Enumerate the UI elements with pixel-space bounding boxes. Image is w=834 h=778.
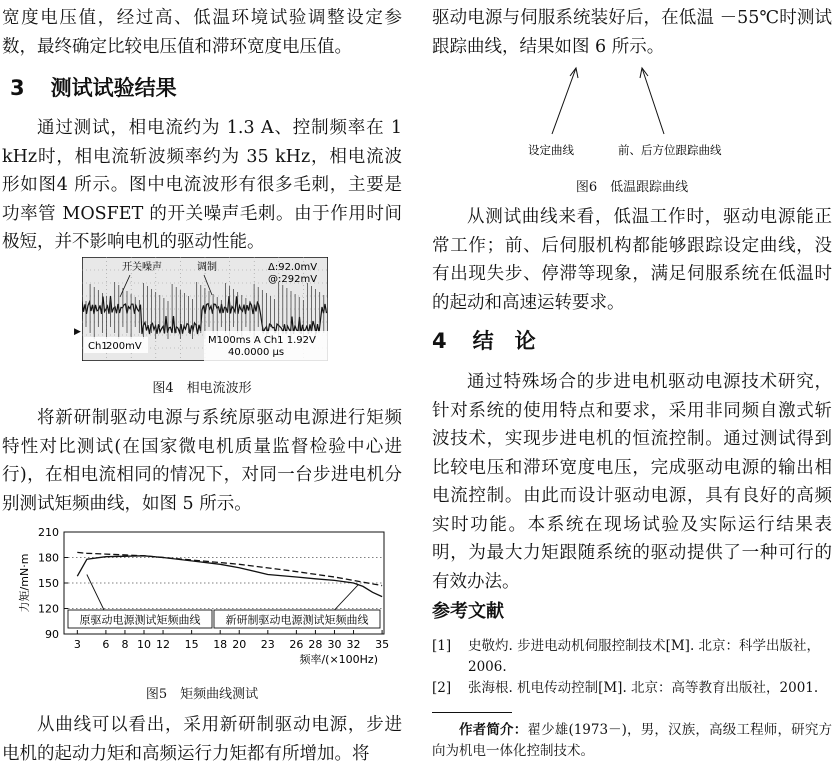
arrow-tracking-icon [642, 68, 664, 134]
y-tick-label: 90 [45, 628, 59, 641]
fig6-figure [432, 62, 832, 162]
reference-item [432, 636, 832, 678]
footnote-rule [432, 712, 512, 713]
position-readout: 40.0000 μs [228, 347, 285, 358]
results-paragraph: 通过测试，相电流约为 1.3 A、控制频率在 1 kHz时，相电流斩波频率约为 35 kHz，相电流波形如图4 所示。图中电流波形有很多毛刺，主要是功率管 MOSFET 的开关噪声毛刺。由于作用时间极短，并不影响电机的驱动性能。 [2, 118, 402, 252]
reference-text: 张海根. 机电传动控制[M]. 北京：高等教育出版社，2001. [468, 680, 819, 696]
tracking-label: 前、后方位跟踪曲线 [618, 143, 722, 157]
conclusion-paragraph: 通过特殊场合的步进电机驱动电源技术研究，针对系统的使用特点和要求，采用非同频自激式斩波技术，实现步进电机的恒流控制。通过测试得到比较电压和滞环宽度电压，完成驱动电源的输出相电流控制。由此而设计驱动电源，具有良好的高频实时功能。本系统在现场试验及实际运行结果表明，为最大力矩跟随系统的驱动提供了一种可行的有效办法。 [432, 372, 832, 592]
section-title: 测试试验结果 [50, 76, 177, 100]
legend-leader-line [87, 575, 104, 611]
analysis-paragraph: 从测试曲线来看，低温工作时，驱动电源能正常工作；前、后伺服机构都能够跟踪设定曲线，没有出现失步、停滞等现象，满足伺服系统在低温时的起动和高速运转要求。 [432, 207, 832, 313]
x-tick-label: 26 [289, 638, 304, 651]
legend-label: 原驱动电源测试矩频曲线 [79, 613, 201, 627]
author-label: 作者简介： [459, 722, 528, 738]
arrow-setpoint-icon [552, 68, 576, 134]
x-tick-label: 3 [73, 638, 81, 651]
author-text: 翟少雄(1973－)，男，汉族，高级工程师，研究方向为机电一体化控制技术。 [432, 722, 833, 759]
reference-item [432, 678, 832, 699]
y-tick-label: 120 [38, 602, 59, 616]
reference-number: [1] [432, 638, 452, 654]
ch1-scale: 200mV [106, 341, 142, 352]
fig6-caption: 图6 低温跟踪曲线 [575, 180, 689, 195]
lowtemp-paragraph: 驱动电源与伺服系统装好后，在低温 －55℃时测试跟踪曲线，结果如图 6 所示。 [432, 8, 832, 57]
mod-label: 调制 [197, 262, 217, 273]
intro-paragraph: 宽度电压值，经过高、低温环境试验调整设定参数，最终确定比较电压值和滞环宽度电压值。 [2, 8, 402, 57]
reference-number: [2] [432, 680, 452, 696]
section-number: 4 [432, 329, 447, 353]
references-list [432, 636, 832, 699]
y-axis-label: 力矩/mN·m [18, 553, 31, 613]
fig4-scope-svg [82, 257, 328, 361]
ch1-label: Ch1 [88, 341, 108, 352]
x-axis-label: 频率/(×100Hz) [299, 653, 378, 666]
trigger-marker-icon: ▶ [74, 327, 81, 337]
x-tick-label: 8 [121, 638, 129, 651]
author-note [432, 720, 832, 762]
x-tick-label: 6 [102, 638, 110, 651]
x-tick-label: 28 [308, 638, 323, 651]
setpoint-label: 设定曲线 [528, 143, 574, 157]
y-tick-label: 210 [38, 526, 59, 539]
x-tick-label: 35 [375, 638, 390, 651]
reference-text: 史敬灼. 步进电动机伺服控制技术[M]. 北京：科学出版社，2006. [468, 638, 821, 675]
section3-heading [10, 72, 177, 102]
x-tick-label: 20 [232, 638, 247, 651]
x-tick-label: 32 [346, 638, 361, 651]
y-tick-label: 150 [38, 577, 59, 590]
x-tick-label: 15 [184, 638, 199, 651]
x-tick-label: 30 [327, 638, 342, 651]
section4-heading [432, 325, 536, 355]
fig4-caption: 图4 相电流波形 [152, 381, 252, 396]
references-heading: 参考文献 [432, 601, 504, 622]
noise-label: 开关噪声 [122, 262, 162, 273]
series-line-2 [77, 556, 382, 597]
section-number: 3 [10, 76, 25, 100]
legend-leader-line [334, 585, 358, 610]
timebase-readout: M100ms A Ch1 1.92V [208, 335, 316, 346]
fig4-scope [74, 257, 328, 361]
fig5-caption: 图5 矩频曲线测试 [145, 687, 259, 702]
delta-readout: Δ:92.0mV [268, 262, 318, 273]
comparison-paragraph: 将新研制驱动电源与系统原驱动电源进行矩频特性对比测试(在国家微电机质量监督检验中心进行)，在相电流相同的情况下，对同一台步进电机分别测试矩频曲线，如图 5 所示。 [2, 408, 402, 514]
section-title: 结 论 [472, 329, 536, 353]
x-tick-label: 18 [213, 638, 228, 651]
x-tick-label: 12 [156, 638, 171, 651]
at-readout: @:292mV [268, 274, 318, 285]
x-tick-label: 10 [137, 638, 151, 651]
x-tick-label: 23 [260, 638, 275, 651]
y-tick-label: 180 [38, 551, 59, 565]
fig5-chart [2, 522, 402, 672]
conclusion-lead-paragraph: 从曲线可以看出，采用新研制驱动电源，步进电机的起动力矩和高频运行力矩都有所增加。将 [2, 715, 402, 764]
legend-label: 新研制驱动电源测试矩频曲线 [225, 613, 369, 627]
